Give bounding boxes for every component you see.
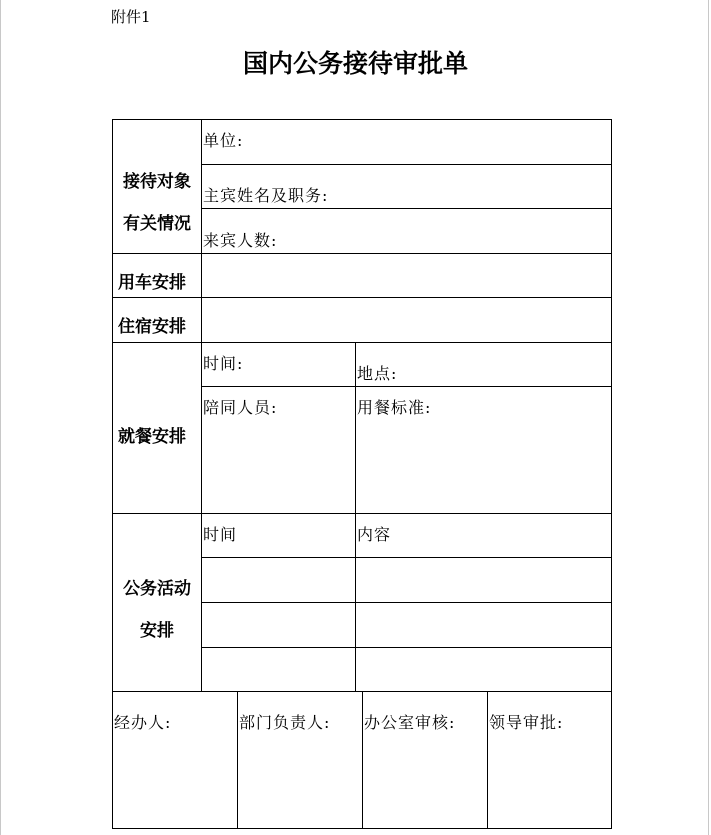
meal-standard-field[interactable]: 用餐标准:: [357, 398, 432, 417]
signoff-divider: [487, 691, 488, 829]
office-review-field[interactable]: 办公室审核:: [364, 713, 456, 732]
row-divider: [112, 297, 612, 298]
page-edge-left: [0, 0, 1, 835]
dining-place-field[interactable]: 地点:: [357, 364, 398, 383]
reception-label-line1: 接待对象: [123, 172, 191, 192]
column-divider: [355, 342, 356, 514]
column-divider: [355, 513, 356, 692]
lodging-field[interactable]: [203, 299, 610, 341]
vehicle-field[interactable]: [203, 255, 610, 296]
activity-content-header: 内容: [357, 525, 392, 544]
row-divider: [202, 386, 612, 387]
handler-field[interactable]: 经办人:: [114, 713, 172, 732]
activity-label-line1: 公务活动: [123, 579, 191, 599]
guest-name-position-field[interactable]: 主宾姓名及职务:: [203, 186, 329, 205]
row-divider: [112, 253, 612, 254]
reception-label: [113, 161, 201, 245]
activity-time-header: 时间: [203, 525, 238, 544]
dept-head-field[interactable]: 部门负责人:: [239, 713, 331, 732]
row-divider: [202, 208, 612, 209]
row-divider: [202, 602, 612, 603]
dining-time-field[interactable]: 时间:: [203, 354, 244, 373]
signoff-divider: [362, 691, 363, 829]
attachment-label: 附件1: [111, 8, 151, 26]
unit-field[interactable]: 单位:: [203, 131, 244, 150]
row-divider: [112, 513, 612, 514]
table-border-top: [112, 119, 612, 120]
signoff-divider: [237, 691, 238, 829]
table-border-right: [611, 119, 612, 829]
label-column-divider: [201, 119, 202, 692]
vehicle-label: 用车安排: [118, 273, 186, 293]
guest-count-field[interactable]: 来宾人数:: [203, 231, 278, 250]
leader-approval-field[interactable]: 领导审批:: [489, 713, 564, 732]
companions-field[interactable]: 陪同人员:: [203, 398, 278, 417]
row-divider: [202, 557, 612, 558]
page-title: 国内公务接待审批单: [242, 49, 468, 78]
lodging-label: 住宿安排: [118, 317, 186, 337]
dining-label: 就餐安排: [118, 427, 186, 447]
activity-label-line2: 安排: [140, 621, 174, 641]
row-divider: [202, 647, 612, 648]
row-divider: [202, 164, 612, 165]
page-edge-right: [708, 0, 709, 835]
row-divider: [112, 342, 612, 343]
activity-label: [113, 568, 201, 652]
reception-label-line2: 有关情况: [123, 214, 191, 234]
